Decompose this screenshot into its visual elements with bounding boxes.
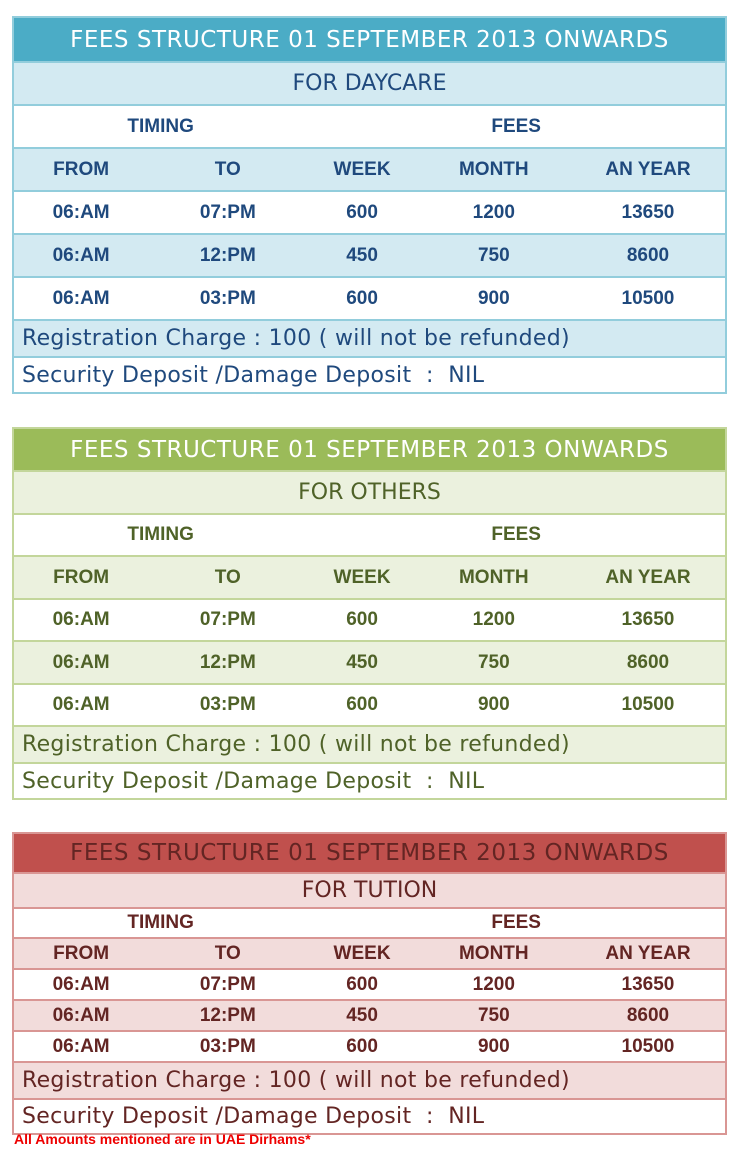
column-header: TO xyxy=(214,566,241,588)
column-header: AN YEAR xyxy=(605,942,691,964)
column-header: MONTH xyxy=(458,158,529,180)
fees-header: FEES xyxy=(491,115,541,137)
registration-charge: Registration Charge : 100 ( will not be refunded) xyxy=(14,725,725,762)
fees-table-daycare xyxy=(12,16,727,394)
table-cell: 06:AM xyxy=(52,609,110,630)
table-row xyxy=(14,233,725,276)
registration-charge: Registration Charge : 100 ( will not be refunded) xyxy=(14,319,725,356)
table-cell: 03:PM xyxy=(199,694,256,715)
table-cell: 13650 xyxy=(621,201,675,223)
table-cell: 07:PM xyxy=(199,201,256,223)
table-cell: 10500 xyxy=(621,694,675,715)
fees-table-others xyxy=(12,427,727,800)
timing-header: TIMING xyxy=(127,115,194,137)
table-row xyxy=(14,683,725,725)
table-cell: 8600 xyxy=(626,1004,670,1026)
group-header-row xyxy=(14,104,725,147)
table-row xyxy=(14,598,725,640)
table-cell: 13650 xyxy=(621,973,675,995)
table-cell: 900 xyxy=(477,694,510,715)
column-header: TO xyxy=(214,942,241,964)
table-cell: 07:PM xyxy=(199,609,256,630)
table-cell: 900 xyxy=(477,287,510,309)
table-cell: 8600 xyxy=(626,244,670,266)
registration-charge: Registration Charge : 100 ( will not be refunded) xyxy=(14,1061,725,1098)
table-cell: 06:AM xyxy=(52,651,110,673)
table-cell: 450 xyxy=(346,1004,378,1026)
table-cell: 900 xyxy=(477,1035,510,1057)
column-header: WEEK xyxy=(333,158,391,180)
table-cell: 600 xyxy=(346,1035,378,1057)
column-header: WEEK xyxy=(333,942,391,964)
table-subtitle: FOR DAYCARE xyxy=(14,61,725,104)
column-header: AN YEAR xyxy=(605,566,691,588)
table-cell: 13650 xyxy=(621,609,675,630)
column-header: WEEK xyxy=(333,566,391,588)
column-header: FROM xyxy=(53,942,110,964)
timing-header: TIMING xyxy=(127,524,194,545)
table-cell: 10500 xyxy=(621,1035,675,1057)
table-cell: 1200 xyxy=(472,973,515,995)
table-title: FEES STRUCTURE 01 SEPTEMBER 2013 ONWARDS xyxy=(14,834,725,872)
table-cell: 06:AM xyxy=(52,973,110,995)
table-cell: 600 xyxy=(346,287,378,309)
table-title: FEES STRUCTURE 01 SEPTEMBER 2013 ONWARDS xyxy=(14,18,725,61)
security-deposit: Security Deposit /Damage Deposit : NIL xyxy=(14,356,725,392)
column-header-row xyxy=(14,937,725,968)
table-cell: 1200 xyxy=(472,609,515,630)
group-header-row xyxy=(14,513,725,555)
table-row xyxy=(14,190,725,233)
table-cell: 03:PM xyxy=(199,287,256,309)
column-header-row xyxy=(14,555,725,598)
table-cell: 600 xyxy=(346,609,378,630)
table-cell: 750 xyxy=(477,651,510,673)
column-header: MONTH xyxy=(458,566,529,588)
column-header: FROM xyxy=(53,158,110,180)
table-cell: 06:AM xyxy=(52,287,110,309)
currency-footnote: All Amounts mentioned are in UAE Dirhams* xyxy=(14,1131,311,1147)
table-row xyxy=(14,968,725,999)
table-row xyxy=(14,999,725,1030)
table-cell: 600 xyxy=(346,973,378,995)
table-cell: 450 xyxy=(346,651,378,673)
table-cell: 600 xyxy=(346,201,378,223)
table-cell: 8600 xyxy=(626,651,670,673)
table-cell: 10500 xyxy=(621,287,675,309)
table-row xyxy=(14,1030,725,1061)
table-cell: 06:AM xyxy=(52,201,110,223)
table-title: FEES STRUCTURE 01 SEPTEMBER 2013 ONWARDS xyxy=(14,429,725,470)
table-subtitle: FOR TUTION xyxy=(14,872,725,907)
table-cell: 450 xyxy=(346,244,378,266)
timing-header: TIMING xyxy=(127,912,194,933)
table-cell: 07:PM xyxy=(199,973,256,995)
fees-table-tution xyxy=(12,832,727,1135)
table-cell: 06:AM xyxy=(52,1004,110,1026)
column-header: TO xyxy=(214,158,241,180)
table-cell: 06:AM xyxy=(52,1035,110,1057)
table-cell: 12:PM xyxy=(199,651,256,673)
table-row xyxy=(14,640,725,683)
security-deposit: Security Deposit /Damage Deposit : NIL xyxy=(14,762,725,798)
group-header-row xyxy=(14,907,725,937)
table-cell: 750 xyxy=(477,1004,510,1026)
table-cell: 12:PM xyxy=(199,1004,256,1026)
table-cell: 03:PM xyxy=(199,1035,256,1057)
column-header: AN YEAR xyxy=(605,158,691,180)
table-cell: 1200 xyxy=(472,201,515,223)
table-row xyxy=(14,276,725,319)
column-header-row xyxy=(14,147,725,190)
table-cell: 06:AM xyxy=(52,694,110,715)
table-cell: 750 xyxy=(477,244,510,266)
table-cell: 06:AM xyxy=(52,244,110,266)
security-deposit: Security Deposit /Damage Deposit : NIL xyxy=(14,1098,725,1133)
column-header: MONTH xyxy=(458,942,529,964)
column-header: FROM xyxy=(53,566,110,588)
fees-header: FEES xyxy=(491,524,541,545)
table-subtitle: FOR OTHERS xyxy=(14,470,725,513)
table-cell: 600 xyxy=(346,694,378,715)
table-cell: 12:PM xyxy=(199,244,256,266)
fees-header: FEES xyxy=(491,912,541,933)
